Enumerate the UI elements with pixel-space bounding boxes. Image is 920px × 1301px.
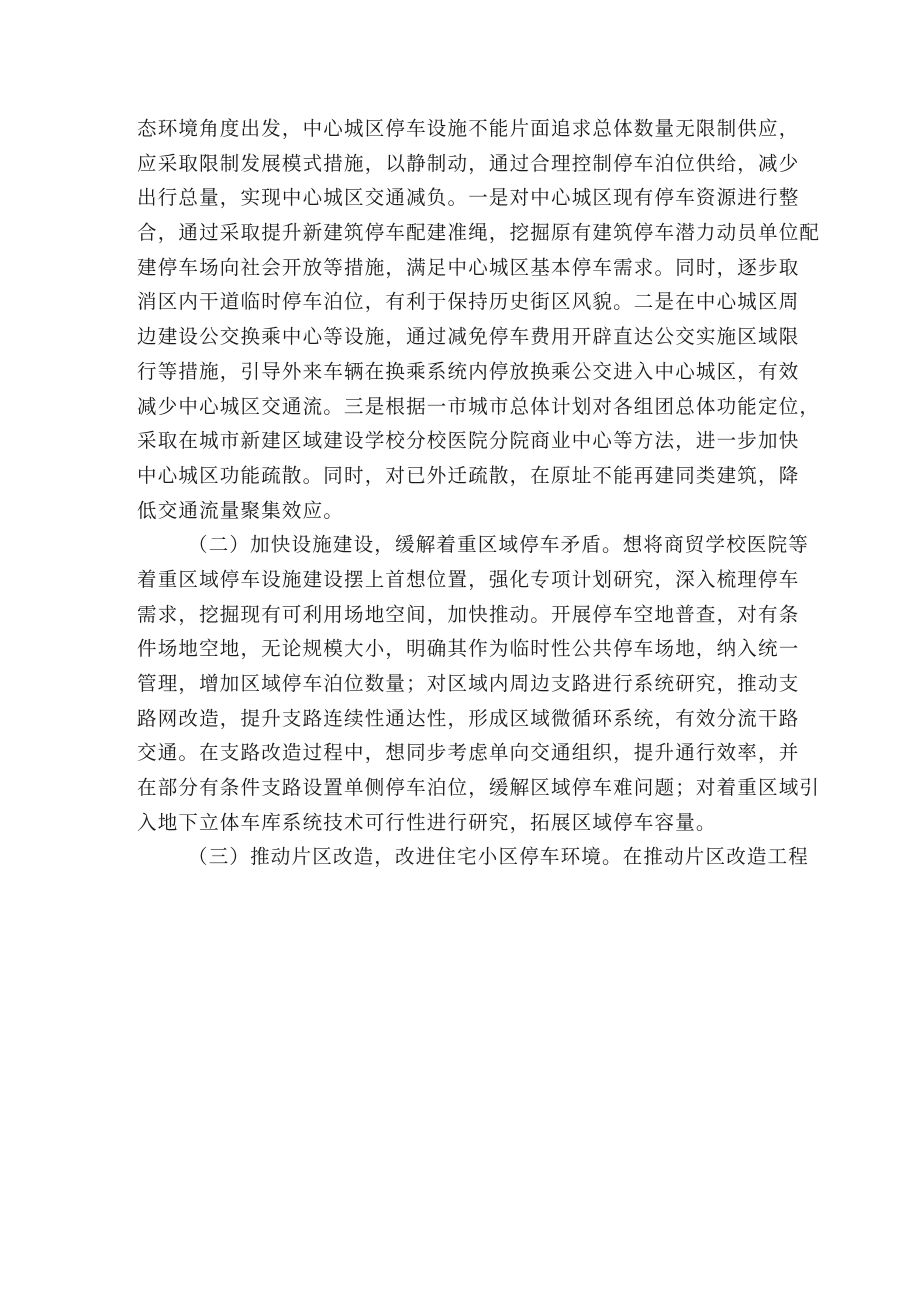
paragraph-3 <box>137 840 810 875</box>
text-line: 边建设公交换乘中心等设施，通过减免停车费用开辟直达公交实施区域限 <box>137 325 800 349</box>
text-line: 采取在城市新建区域建设学校分校医院分院商业中心等方法，进一步加快 <box>137 429 800 453</box>
text-line: 路网改造，提升支路连续性通达性，形成区域微循环系统，有效分流干路 <box>137 706 800 730</box>
text-line: 建停车场向社会开放等措施，满足中心城区基本停车需求。同时，逐步取 <box>137 255 800 279</box>
text-line: 应采取限制发展模式措施，以静制动，通过合理控制停车泊位供给，减少 <box>137 151 800 175</box>
document-body <box>137 112 821 875</box>
paragraph-2 <box>137 528 821 840</box>
text-line: 管理，增加区域停车泊位数量；对区域内周边支路进行系统研究，推动支 <box>137 672 800 695</box>
text-line: 交通。在支路改造过程中，想同步考虑单向交通组织，提升通行效率，并 <box>137 741 800 765</box>
text-line: （三）推动片区改造，改进住宅小区停车环境。在推动片区改造工程 <box>188 845 810 869</box>
text-line: 合，通过采取提升新建筑停车配建准绳，挖掘原有建筑停车潜力动员单位配 <box>137 221 821 245</box>
text-line: 件场地空地，无论规模大小，明确其作为临时性公共停车场地，纳入统一 <box>137 637 800 661</box>
text-line: 行等措施，引导外来车辆在换乘系统内停放换乘公交进入中心城区，有效 <box>137 359 800 383</box>
text-line: 入地下立体车库系统技术可行性进行研究，拓展区域停车容量。 <box>137 810 717 834</box>
text-line: 着重区域停车设施建设摆上首想位置，强化专项计划研究，深入梳理停车 <box>137 567 800 591</box>
text-line: 消区内干道临时停车泊位，有利于保持历史街区风貌。二是在中心城区周 <box>137 290 800 314</box>
text-line: 需求，挖掘现有可利用场地空间，加快推动。开展停车空地普查，对有条 <box>137 602 800 626</box>
paragraph-1 <box>137 112 821 528</box>
text-line: 减少中心城区交通流。三是根据一市城市总体计划对各组团总体功能定位， <box>137 394 821 418</box>
text-line: 低交通流量聚集效应。 <box>137 498 345 522</box>
text-line: 在部分有条件支路设置单侧停车泊位，缓解区域停车难问题；对着重区域引 <box>137 776 821 800</box>
text-line: （二）加快设施建设，缓解着重区域停车矛盾。想将商贸学校医院等 <box>188 533 810 557</box>
text-line: 态环境角度出发，中心城区停车设施不能片面追求总体数量无限制供应， <box>137 117 800 140</box>
text-line: 出行总量，实现中心城区交通减负。一是对中心城区现有停车资源进行整 <box>137 186 800 210</box>
text-line: 中心城区功能疏散。同时，对已外迁疏散，在原址不能再建同类建筑，降 <box>137 463 800 487</box>
